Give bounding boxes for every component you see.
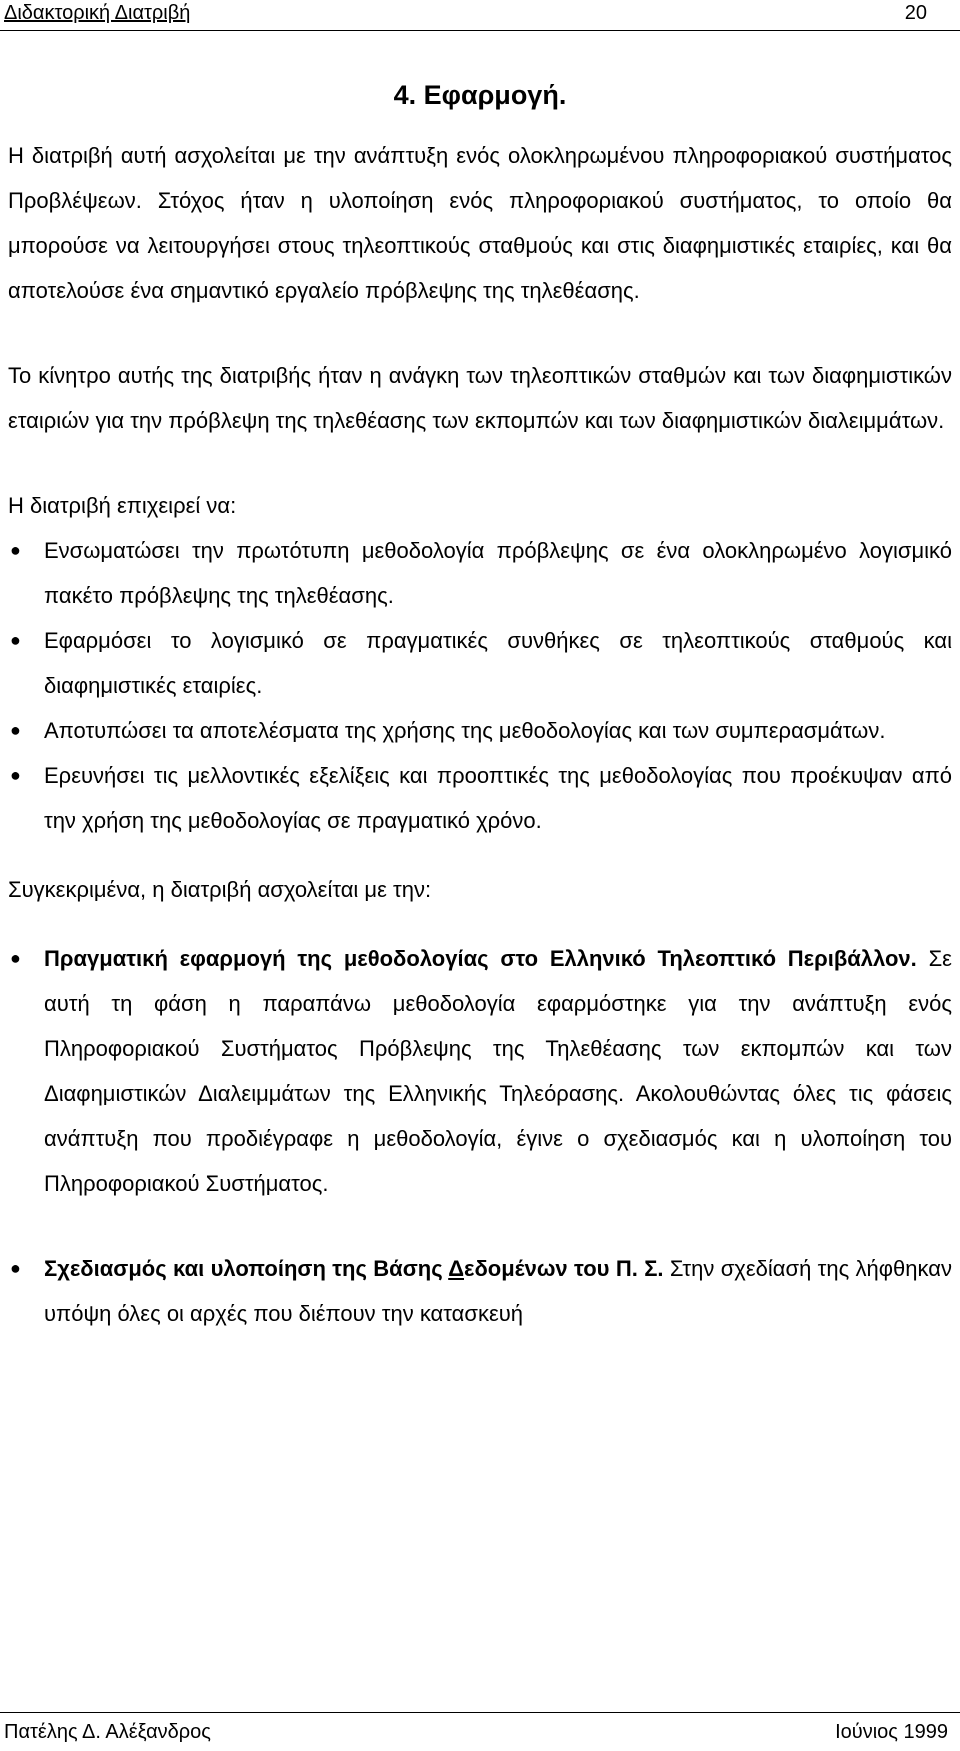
document-date: Ιούνιος 1999 bbox=[835, 1721, 948, 1743]
list-item bbox=[8, 1246, 952, 1336]
detail-text: Σε αυτή τη φάση η παραπάνω μεθοδολογία εφαρμόστηκε για την ανάπτυξη ενός Πληροφοριακού Συστήματος Πρόβλεψης της Τηλεθέασης των εκπομπών και των Διαφημιστικών Διαλειμμάτων της Ελληνικής Τηλεόρασης. Ακολουθώντας όλες τις φάσεις ανάπτυξη που προδιέγραφε η μεθοδολογία, έγινε ο σχεδιασμός και η υλοποίηση του Πληροφοριακού Συστήματος. bbox=[44, 946, 952, 1196]
document-title: Διδακτορική Διατριβή bbox=[4, 2, 191, 24]
bullet-icon: ● bbox=[10, 1258, 21, 1278]
aims-intro: Η διατριβή επιχειρεί να: bbox=[8, 493, 237, 518]
bullet-icon: ● bbox=[10, 630, 21, 650]
page-header bbox=[0, 0, 960, 31]
list-item: ● Εφαρμόσει το λογισμικό σε πραγματικές συνθήκες σε τηλεοπτικούς σταθμούς και διαφημιστικές εταιρίες. bbox=[8, 618, 952, 708]
aims-list bbox=[8, 528, 952, 843]
page-footer bbox=[0, 1712, 960, 1751]
bullet-icon: ● bbox=[10, 948, 21, 968]
motivation-paragraph: Το κίνητρο αυτής της διατριβής ήταν η ανάγκη των τηλεοπτικών σταθμών και των διαφημιστικών εταιριών για την πρόβλεψη της τηλεθέασης των εκπομπών και των διαφημιστικών διαλειμμάτων. bbox=[8, 363, 952, 433]
details-list bbox=[8, 936, 952, 1206]
list-item: ● Αποτυπώσει τα αποτελέσματα της χρήσης της μεθοδολογίας και των συμπερασμάτων. bbox=[8, 708, 952, 753]
list-item: ● Ερευνήσει τις μελλοντικές εξελίξεις και προοπτικές της μεθοδολογίας που προέκυψαν από την χρήση της μεθοδολογίας σε πραγματικό χρόνο. bbox=[8, 753, 952, 843]
detail-heading-part: Σχεδιασμός και υλοποίηση της Βάσης bbox=[44, 1256, 449, 1281]
author-name: Πατέλης Δ. Αλέξανδρος bbox=[4, 1721, 211, 1743]
specifics-intro: Συγκεκριμένα, η διατριβή ασχολείται με την: bbox=[8, 877, 432, 902]
detail-heading: Πραγματική εφαρμογή της μεθοδολογίας στο Ελληνικό Τηλεοπτικό Περιβάλλον. bbox=[44, 946, 917, 971]
detail-text: Στην σχεδίασή της λήφθηκαν υπόψη όλες οι αρχές που διέπουν την κατασκευή bbox=[44, 1256, 952, 1326]
details-list-2 bbox=[8, 1246, 952, 1336]
bullet-icon: ● bbox=[10, 720, 21, 740]
page-number: 20 bbox=[904, 2, 927, 24]
intro-paragraph: Η διατριβή αυτή ασχολείται με την ανάπτυξη ενός ολοκληρωμένου πληροφοριακού συστήματος Προβλέψεων. Στόχος ήταν η υλοποίηση ενός πληροφοριακού συστήματος, το οποίο θα μπορούσε να λειτουργήσει στους τηλεοπτικούς σταθμούς και στις διαφημιστικές εταιρίες, και θα αποτελούσε ένα σημαντικό εργαλείο πρόβλεψης της τηλεθέασης. bbox=[8, 143, 952, 303]
section-heading: 4. Εφαρμογή. bbox=[393, 80, 567, 110]
bullet-icon: ● bbox=[10, 540, 21, 560]
page-content bbox=[8, 65, 952, 1336]
detail-heading-underlined: Δ bbox=[448, 1256, 464, 1281]
bullet-icon: ● bbox=[10, 765, 21, 785]
list-item bbox=[8, 936, 952, 1206]
list-item: ● Ενσωματώσει την πρωτότυπη μεθοδολογία πρόβλεψης σε ένα ολοκληρωμένο λογισμικό πακέτο πρόβλεψης της τηλεθέασης. bbox=[8, 528, 952, 618]
detail-heading-part: εδομένων του Π. Σ. bbox=[464, 1256, 664, 1281]
